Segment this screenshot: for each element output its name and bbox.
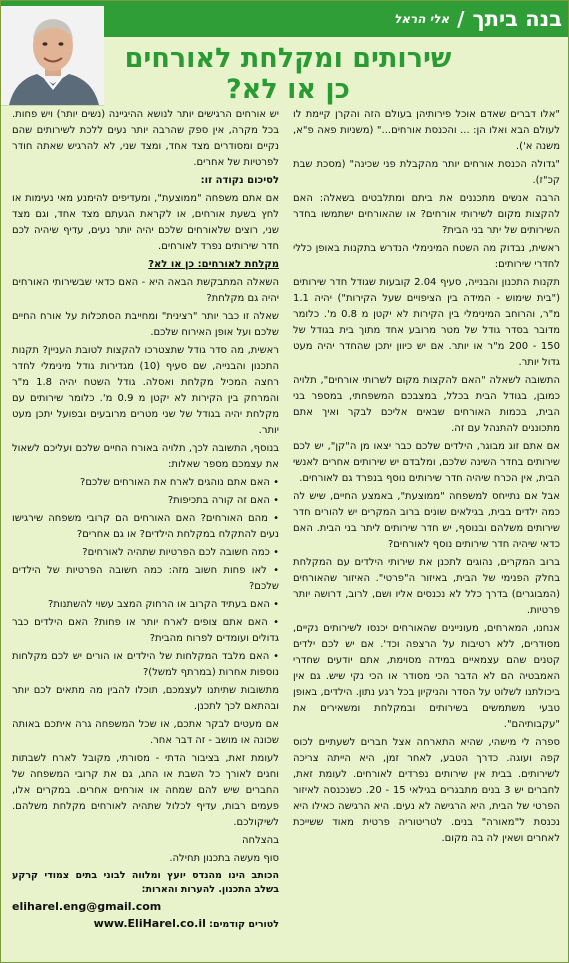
body-paragraph: מתשובות שתיתנו לעצמכם, תוכלו להבין מה מתאים לכם יותר ובהתאם לכך לתכנן. [12, 685, 279, 712]
question-item: • לאו פחות חשוב מזה: כמה חשובה הפרטיות של הילדים שלכם? [12, 563, 279, 595]
closing-line: סוף מעשה בתכנון תחילה. [169, 853, 279, 864]
article-columns [11, 107, 560, 959]
author-note: הכותב הינו מהנדס יועץ ומלווה לבוני בתים צמודי קרקע בשלב התכנון. להערות והארות: [12, 870, 279, 895]
left-column [12, 107, 279, 959]
section-title: בנה ביתך [472, 7, 562, 31]
summary-label: לסיכום נקודה זו: [200, 175, 279, 186]
quote-paragraph: "גדולה הכנסת אורחים יותר מהקבלת פני שכינה" (מסכת שבת קכ"ז). [293, 159, 560, 186]
body-paragraph: התשובה לשאלה "האם להקצות מקום לשרותי אורחים", תלויה כמובן, בגודל הבית בכלל, במצבכם המשפחתי, במספר בני הבית, בכמות האורחים שבאים אליכם לבקר ואיך אתם מתכוננים להתנהל עם זה. [293, 375, 560, 434]
section-separator: / [457, 7, 465, 31]
body-paragraph: בנוסף, התשובה לכך, תלויה באורח החיים שלכם ועליכם לשאול את עצמכם מספר שאלות: [12, 443, 279, 470]
article-headline [113, 43, 463, 105]
question-item: • האם בעתיד הקרוב או הרחוק המצב עשוי להשתנות? [12, 597, 279, 613]
question-item: • האם אתם צופים לארח יותר או פחות? האם הילדים כבר גדולים ועומדים לפרוח מהבית? [12, 615, 279, 647]
body-paragraph: השאלה המתבקשת הבאה היא - האם כדאי שבשירותי האורחים יהיה גם מקלחת? [12, 277, 279, 304]
question-item: • כמה חשובה לכם הפרטיות שתהיה לאורחים? [12, 545, 279, 561]
subheading-shower: מקלחת לאורחים: כן או לא? [148, 259, 279, 270]
body-paragraph: ספרה לי מישהי, שהיא התארחה אצל חברים לשעתיים לכוס קפה ועוגה. כדרך הטבע, לאחר זמן, היא הייתה צריכה לשירותים. בבית אין שירותים נפרדים לאורחים. לעומת זאת, לחברים יש 3 בנים מתבגרים בגילאי 15 - 20. כשנכנסה לאיזור הפרטי של הבית, היא הרגישה לא נעים. היא הרגישה כאילו היא נכנסת ל"מאורה" בנים. לטריטוריה פרטית מאוד ששייכת לאחרים ושאין לה בה מקום. [293, 737, 560, 844]
question-item: • מהם האורחים? האם האורחים הם קרובי משפחה שירגישו נעים להתקלח במקלחת הילדים? או גם אחרים? [12, 511, 279, 543]
body-paragraph: הרבה אנשים מתכננים את ביתם ומתלבטים בשאלה: האם להקצות מקום לשירותי אורחים? או שהאורחים ישתמשו בחדר השירותים של יתר בני הבית? [293, 193, 560, 236]
right-column [293, 107, 560, 959]
body-paragraph: לעומת זאת, בציבור הדתי - מסורתי, מקובל לארח לשבתות וחגים לאורך כל השבת או החג, גם את קרובי המשפחה של החברים שיש להם שמחה או אורחים אחרים. במקרים אלו, פעמים רבות, עדיף לכלול שתהיה לאורחים מקלחת משלהם. לשיקולכם. [12, 753, 279, 828]
website-link[interactable]: www.EliHarel.co.il [93, 917, 206, 930]
archive-line [12, 917, 279, 932]
author-photo-icon [1, 6, 104, 106]
body-paragraph: תקנות התכנון והבנייה, סעיף 2.04 קובעות שגודל חדר שירותים ("בית שימוש - המידה בין הציפויים שעל הקירות") יהיה 1.1 מ"ר, והרוחב המינימלי בין הקירות לא יקטן מ 0.8 מ'. כלומר מדובר בסדר גודל של מטר מרובע אחד מתוך בית בגודל של 150 - 200 מ"ר או יותר. אם יש כיוון יתכן שהחדר יהיה מעט גדול יותר. [293, 277, 560, 368]
body-paragraph: ברוב המקרים, נהוגים לתכנן את שירותי הילדים עם המקלחת בחלק הפנימי של הבית, באיזור ה"פרטי". האיזור שהאורחים (המבוגרים) בדרך כלל לא נכנסים אליו ושם, לרוב, דרושה יותר פרטיות. [293, 557, 560, 616]
archive-label: לטורים קודמים: [209, 919, 279, 930]
body-paragraph: אם אתם זוג מבוגר, הילדים שלכם כבר יצאו מן ה"קן", יש לכם שירותים בחדר השינה שלכם, ומלבדם יש שירותים אחרים לאנשי הבית, אין הכרח שיהיה חדר שירותים נוסף בנפרד גם לאורחים. [293, 441, 560, 484]
question-item: • האם מלבד המקלחות של הילדים או הורים יש לכם מקלחות נוספות אחרות (במרתף למשל)? [12, 649, 279, 681]
author-email-link[interactable]: eliharel.eng@gmail.com [12, 900, 162, 913]
body-paragraph: ראשית, מה סדר גודל שתצטרכו להקצות לטובת העניין? תקנות התכנון והבנייה, שם סעיף (10) מגדירות גודל מינימלי לחדר רחצה המכיל מקלחת ואסלה. גודל השטח יהיה 1.8 מ"ר והמרחק בין הקירות לא יקטן מ 0.9 מ'. כלומר שירותים עם מקלחת יהיה בגודל של שני מטרים מרובעים ובפועל יתכן מעט יותר. [12, 345, 279, 436]
question-item: • האם אתם נוהגים לארח את האורחים שלכם? [12, 475, 279, 491]
body-paragraph: יש אורחים הרגישים יותר לנושא ההיגיינה (נשים יותר) ויש פחות. בכל מקרה, אין ספק שהרבה יותר נעים ללכת לשירותים שהם נקיים ומסודרים מצד אחד, ומצד שני, לא להרגיש שאתה חודר לפרטיות של אחרים. [12, 109, 279, 168]
body-paragraph: אבל אם נתייחס למשפחה "ממוצעת", באמצע החיים, שיש לה כמה ילדים בבית, בגילאים שונים ברוב המקרים יש להורים חדר שירותים משלהם ובנוסף, יש חדר שירותים ליתר בני הבית. האם כדאי שיהיה חדר שירותים נוסף לאורחים? [293, 491, 560, 550]
body-paragraph: אם מעטים לבקר אתכם, או שכל המשפחה גרה איתכם באותה שכונה או מושב - זה דבר אחר. [12, 719, 279, 746]
headline-line-1: שירותים ומקלחת לאורחים [124, 43, 452, 74]
success-line: בהצלחה [242, 835, 279, 846]
author-byline: אלי הראל [393, 12, 450, 26]
quote-paragraph: "אלו דברים שאדם אוכל פירותיהן בעולם הזה והקרן קיימת לו לעולם הבא ואלו הן: ... והכנסת אורחים..." (משניות פאה פ"א, משנה א'). [293, 109, 560, 152]
body-paragraph: שאלה זו כבר יותר "רצינית" ומחייבת הסתכלות על אורח החיים שלכם ועל אופן האירוח שלכם. [12, 311, 279, 338]
body-paragraph: ראשית, נבדוק מה השטח המינימלי הנדרש בתקנות באופן כללי לחדרי שירותים: [293, 243, 560, 270]
body-paragraph: אם אתם משפחה "ממוצעת", ומעדיפים להימנע מאי נעימות או לחץ בשעת אורחים, או לקראת הגעתם מצד אחד, וגם מצד שני, רוצים שלאורחים שלכם יהיה יותר נעים, עדיף שיהיה לכם חדר שירותים נפרד לאורחים. [12, 193, 279, 252]
headline-line-2: כן או לא? [226, 74, 350, 105]
body-paragraph: אנחנו, המארחים, מעוניינים שהאורחים יכנסו לשירותים נקיים, מסודרים, ללא רטיבות על הרצפה וכד'. אם יש לכם ילדים קטנים שהם עצמאיים במידה מסוימת, אתם יודעים שחדרי האמבטיה הם לא הדבר הכי מסודר או הכי נקי שיש. גם אין ביכולתנו לשלוט על הסדר והניקיון בכל רגע נתון. הילדים, באופן טבעי משתמשים בשירותים ובמקלחת ומשאירים את "עקבותיהם". [293, 623, 560, 730]
question-item: • האם זה קורה בתכיפות? [12, 493, 279, 509]
